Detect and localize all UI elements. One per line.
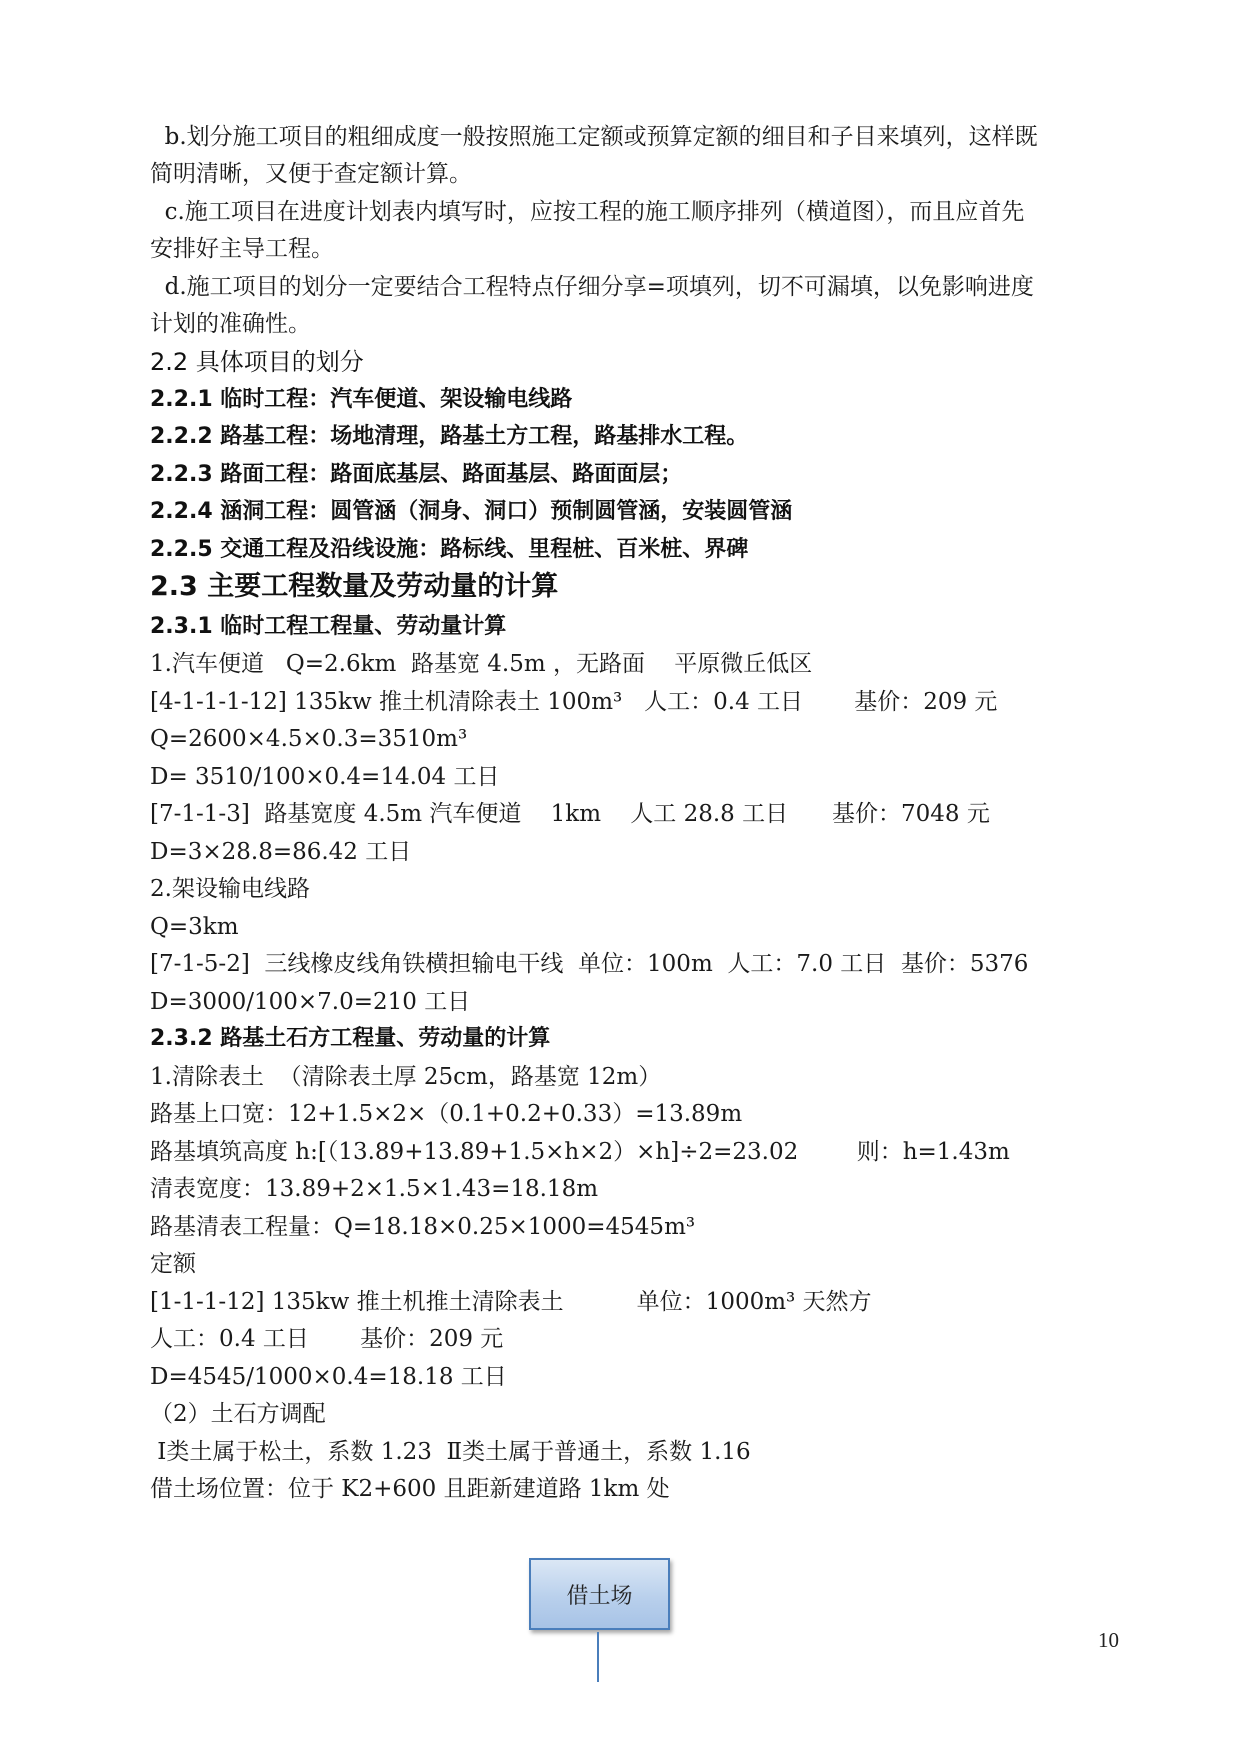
calc-line: [4-1-1-1-12] 135kw 推土机清除表土 100m³ 人工：0.4 工日 基价：209 元 [150, 689, 998, 715]
calc-line: 1.清除表土 （清除表土厚 25cm，路基宽 12m） [150, 1064, 662, 1090]
calc-line: 定额 [150, 1251, 196, 1277]
page-number: 10 [1098, 1628, 1119, 1652]
calc-line: （2）土石方调配 [150, 1401, 326, 1427]
borrow-pit-label: 借土场 [566, 1583, 633, 1609]
paragraph-d-line2: 计划的准确性。 [150, 311, 311, 337]
calc-line: Q=2600×4.5×0.3=3510m³ [150, 726, 468, 752]
calc-line: [7-1-1-3] 路基宽度 4.5m 汽车便道 1km 人工 28.8 工日 基价：7048 元 [150, 801, 990, 827]
borrow-pit-box [529, 1558, 670, 1630]
paragraph-d-line1: d.施工项目的划分一定要结合工程特点仔细分享=项填列，切不可漏填，以免影响进度 [150, 274, 1034, 300]
calc-line: [7-1-5-2] 三线橡皮线角铁横担输电干线 单位：100m 人工：7.0 工日 基价：5376 [150, 951, 1029, 977]
calc-line: 人工：0.4 工日 基价：209 元 [150, 1326, 504, 1352]
calc-line: D= 3510/100×0.4=14.04 工日 [150, 764, 500, 790]
section-2-2-item: 2.2.4 涵洞工程：圆管涵（洞身、洞口）预制圆管涵，安装圆管涵 [150, 499, 793, 524]
calc-line: 清表宽度：13.89+2×1.5×1.43=18.18m [150, 1176, 599, 1202]
section-2-3-1-heading: 2.3.1 临时工程工程量、劳动量计算 [150, 614, 507, 639]
calc-line: D=3×28.8=86.42 工日 [150, 839, 412, 865]
calc-line: [1-1-1-12] 135kw 推土机推土清除表土 单位：1000m³ 天然方 [150, 1289, 872, 1315]
paragraph-c-line2: 安排好主导工程。 [150, 236, 334, 262]
calc-line: 1.汽车便道 Q=2.6km 路基宽 4.5m ，无路面 平原微丘低区 [150, 651, 813, 677]
paragraph-b-line2: 简明清晰，又便于查定额计算。 [150, 161, 472, 187]
section-2-2-item: 2.2.1 临时工程：汽车便道、架设输电线路 [150, 387, 573, 412]
section-2-2-item: 2.2.3 路面工程：路面底基层、路面基层、路面面层； [150, 462, 683, 487]
calc-line: 2.架设输电线路 [150, 876, 310, 902]
calc-line: Ⅰ类土属于松土，系数 1.23 Ⅱ类土属于普通土，系数 1.16 [150, 1439, 751, 1465]
section-2-2-item: 2.2.2 路基工程：场地清理，路基土方工程，路基排水工程。 [150, 424, 749, 449]
paragraph-c-line1: c.施工项目在进度计划表内填写时，应按工程的施工顺序排列（横道图），而且应首先 [150, 199, 1025, 225]
section-2-2-heading: 2.2 具体项目的划分 [150, 348, 364, 376]
connector-line [597, 1632, 599, 1682]
calc-line: 路基清表工程量：Q=18.18×0.25×1000=4545m³ [150, 1214, 696, 1240]
calc-line: D=4545/1000×0.4=18.18 工日 [150, 1364, 507, 1390]
paragraph-b-line1: b.划分施工项目的粗细成度一般按照施工定额或预算定额的细目和子目来填列，这样既 [150, 124, 1038, 150]
section-2-3-heading: 2.3 主要工程数量及劳动量的计算 [150, 571, 559, 602]
calc-line: 借土场位置：位于 K2+600 且距新建道路 1km 处 [150, 1476, 670, 1502]
calc-line: Q=3km [150, 914, 239, 940]
calc-line: D=3000/100×7.0=210 工日 [150, 989, 471, 1015]
section-2-3-2-heading: 2.3.2 路基土石方工程量、劳动量的计算 [150, 1026, 551, 1051]
calc-line: 路基填筑高度 h:[（13.89+13.89+1.5×h×2）×h]÷2=23.02 则：h=1.43m [150, 1139, 1010, 1165]
calc-line: 路基上口宽：12+1.5×2×（0.1+0.2+0.33）=13.89m [150, 1101, 743, 1127]
section-2-2-item: 2.2.5 交通工程及沿线设施：路标线、里程桩、百米桩、界碑 [150, 537, 749, 562]
